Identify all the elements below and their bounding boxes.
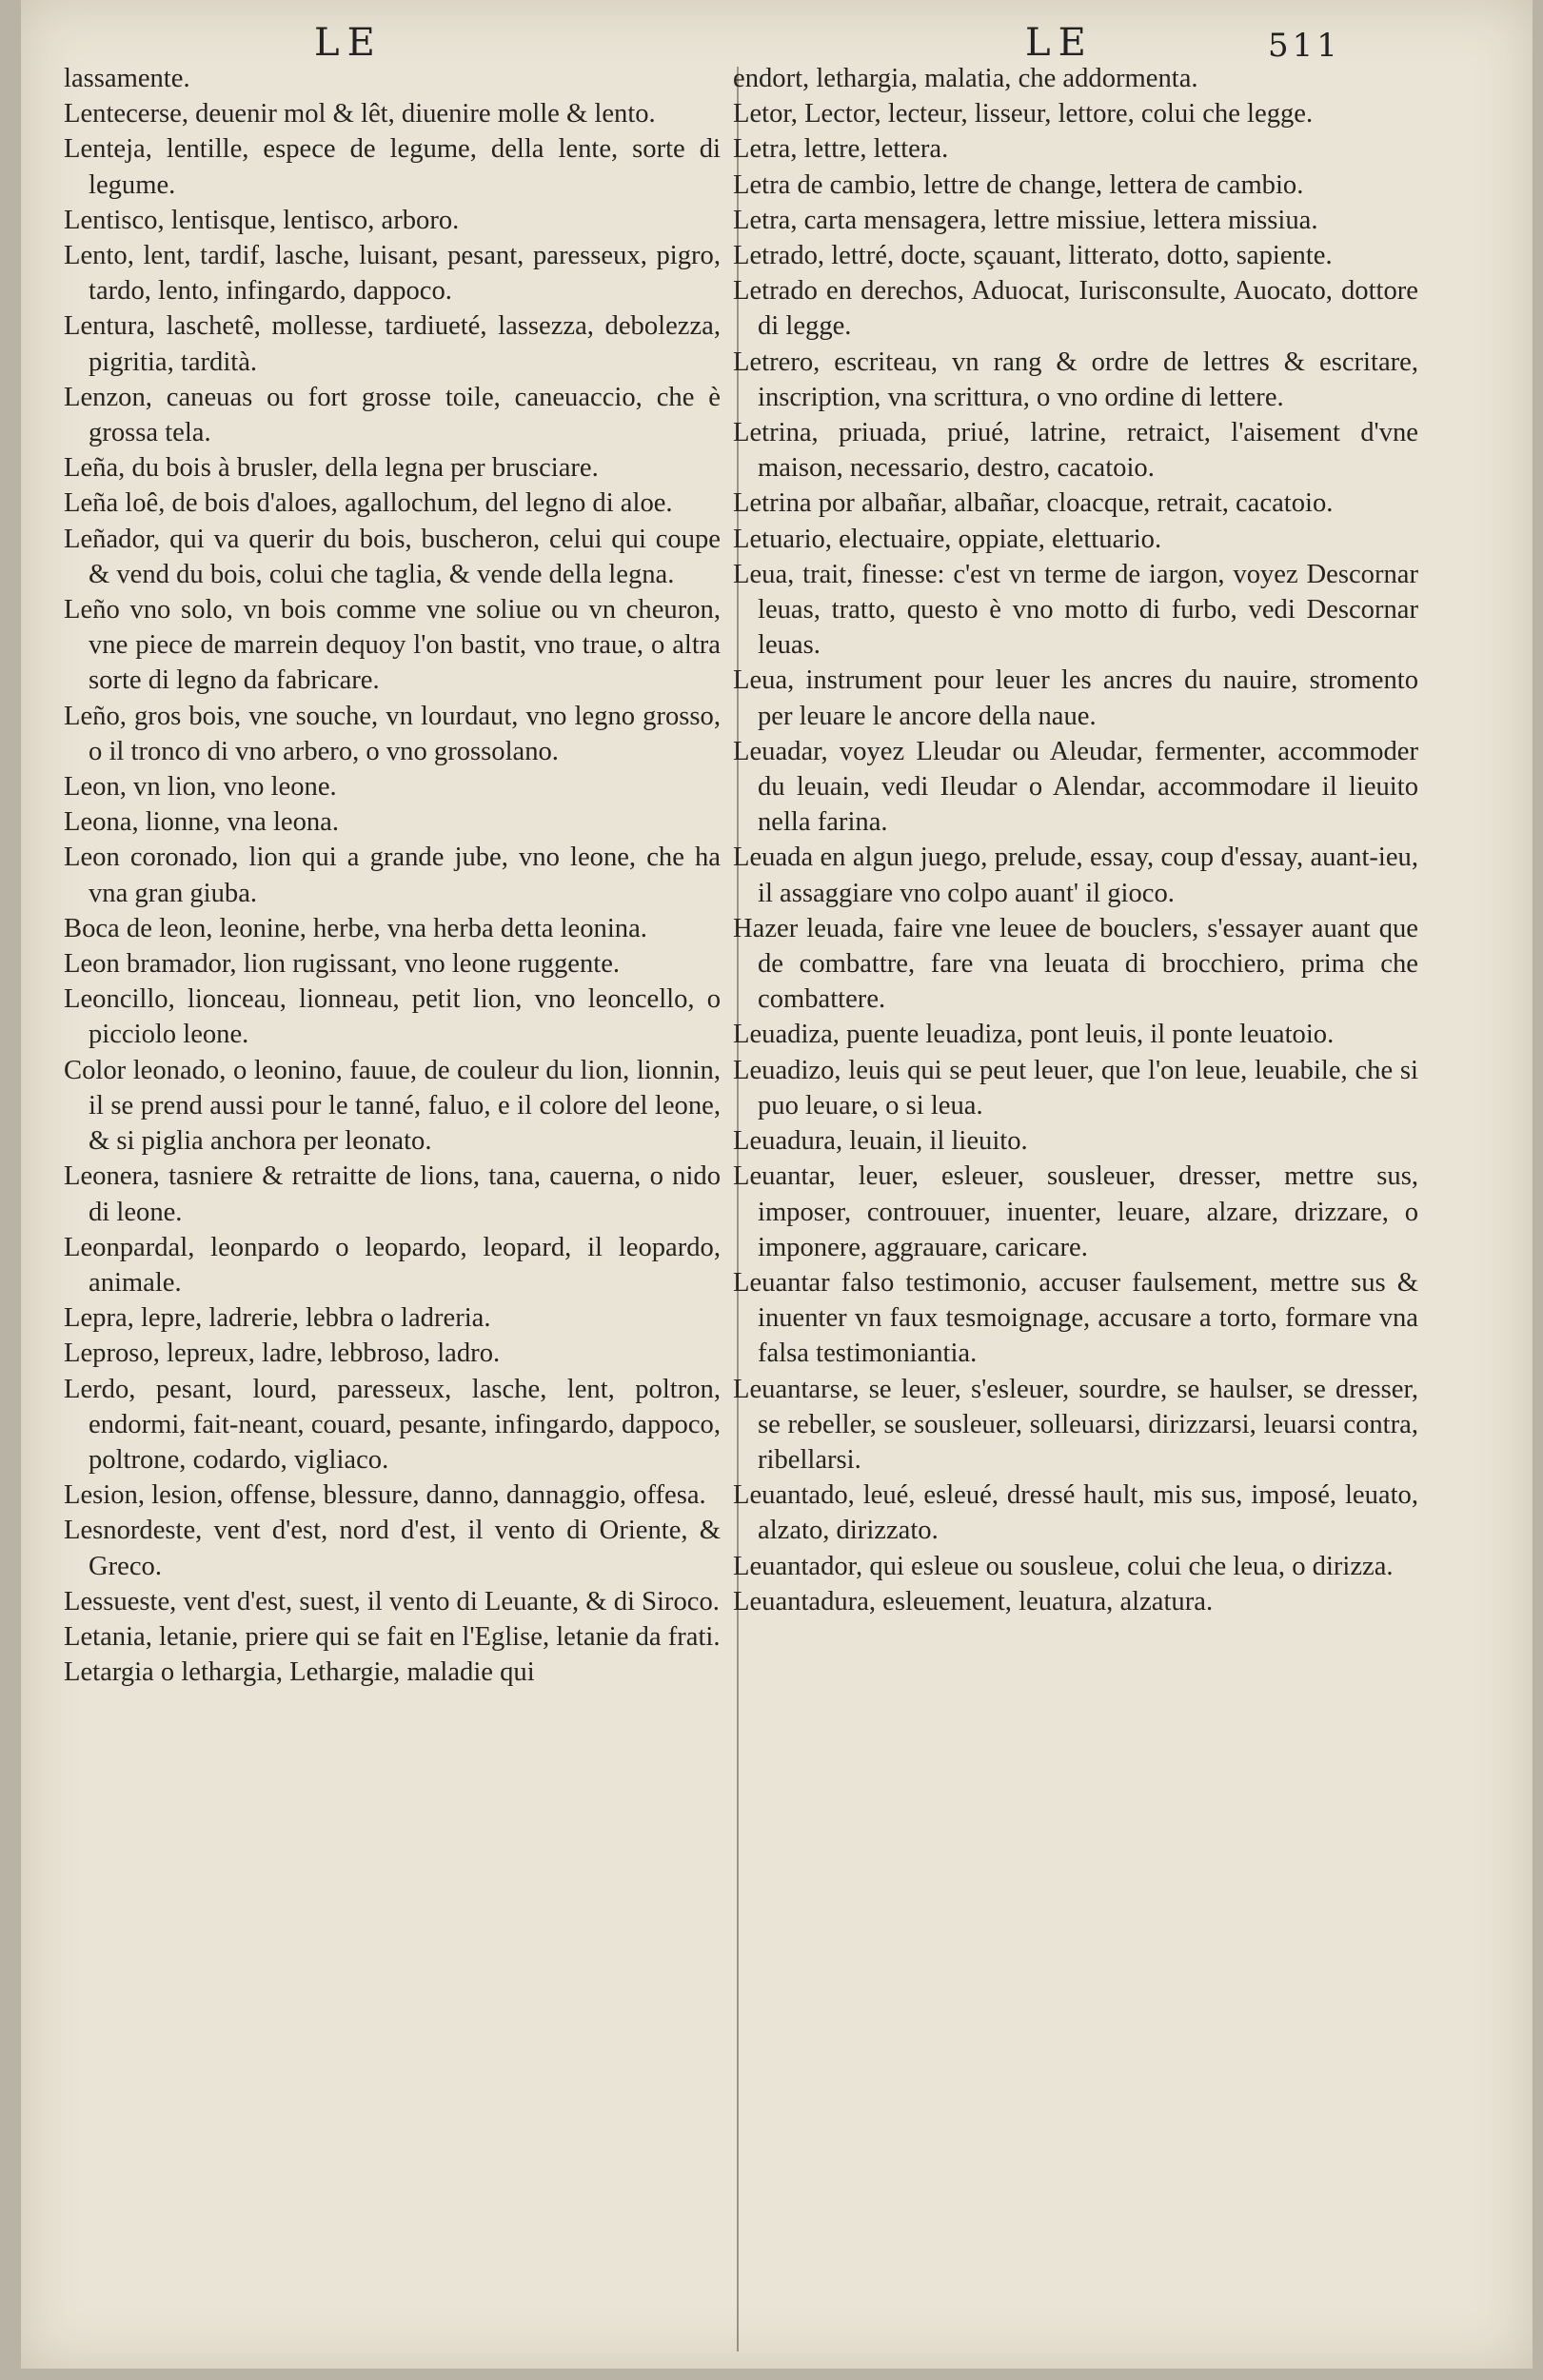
dictionary-entry: Leuantado, leué, esleué, dressé hault, mis sus, imposé, leuato, alzato, dirizzato.: [733, 1480, 1418, 1546]
running-head-left: LE: [314, 21, 383, 65]
dictionary-entry: Lentecerse, deuenir mol & lêt, diuenire molle & lento.: [64, 99, 656, 129]
dictionary-entry: Leoncillo, lionceau, lionneau, petit lion, vno leoncello, o picciolo leone.: [64, 984, 721, 1050]
running-head-right: LE: [1025, 21, 1094, 65]
page-number: 511: [1268, 27, 1341, 65]
dictionary-entry: Leño, gros bois, vne souche, vn lourdaut, vno legno grosso, o il tronco di vno arbero, o vno grossolano.: [64, 701, 721, 766]
dictionary-entry: Leuantar, leuer, esleuer, sousleuer, dresser, mettre sus, imposer, controuuer, inuenter, leuare, alzare, drizzare, o imponere, aggrauare, caricare.: [733, 1161, 1418, 1262]
dictionary-entry: Letuario, electuaire, oppiate, elettuario.: [733, 524, 1162, 554]
dictionary-entry: Leon, vn lion, vno leone.: [64, 772, 337, 803]
dictionary-entry: Color leonado, o leonino, fauue, de couleur du lion, lionnin, il se prend aussi pour le tanné, faluo, e il colore del leone, & si piglia anchora per leonato.: [64, 1055, 721, 1157]
dictionary-entry: Hazer leuada, faire vne leuee de bouclers, s'essayer auant que de combattre, fare vna leuata di brocchiero, prima che combattere.: [733, 913, 1418, 1015]
dictionary-entry: Lesion, lesion, offense, blessure, danno, dannaggio, offesa.: [64, 1480, 706, 1511]
dictionary-entry: endort, lethargia, malatia, che addormenta.: [733, 64, 1198, 93]
dictionary-entry: Letor, Lector, lecteur, lisseur, lettore, colui che legge.: [733, 99, 1314, 129]
dictionary-entry: Leuantador, qui esleue ou sousleue, colui che leua, o dirizza.: [733, 1551, 1394, 1581]
dictionary-entry: Leñador, qui va querir du bois, buscheron, celui qui coupe & vend du bois, colui che taglia, & vende della legna.: [64, 524, 721, 589]
dictionary-entry: lassamente.: [64, 64, 190, 93]
dictionary-entry: Letrado, lettré, docte, sçauant, litterato, dotto, sapiente.: [733, 241, 1333, 271]
dictionary-entry: Leuantadura, esleuement, leuatura, alzatura.: [733, 1586, 1214, 1616]
dictionary-entry: Leña loê, de bois d'aloes, agallochum, del legno di aloe.: [64, 488, 673, 519]
dictionary-entry: Lerdo, pesant, lourd, paresseux, lasche, lent, poltron, endormi, fait-neant, couard, pesante, infingardo, dappoco, poltrone, codardo, vigliaco.: [64, 1374, 721, 1475]
dictionary-entry: Boca de leon, leonine, herbe, vna herba detta leonina.: [64, 913, 647, 943]
dictionary-entry: Lesnordeste, vent d'est, nord d'est, il vento di Oriente, & Greco.: [64, 1516, 721, 1581]
dictionary-entry: Leua, instrument pour leuer les ancres du nauire, stromento per leuare le ancore della naue.: [733, 665, 1418, 731]
dictionary-entry: Leuantarse, se leuer, s'esleuer, sourdre, se haulser, se dresser, se rebeller, se sousleuer, solleuarsi, dirizzarsi, leuarsi contra, ribellarsi.: [733, 1374, 1418, 1475]
dictionary-entry: Lentura, laschetê, mollesse, tardiueté, lassezza, debolezza, pigritia, tardità.: [64, 311, 721, 377]
dictionary-entry: Letargia o lethargia, Lethargie, maladie qui: [64, 1657, 535, 1688]
dictionary-entry: Leonera, tasniere & retraitte de lions, tana, cauerna, o nido di leone.: [64, 1161, 721, 1227]
dictionary-entry: Letrero, escriteau, vn rang & ordre de lettres & escritare, inscription, vna scrittura, o vno ordine di lettere.: [733, 347, 1418, 412]
left-column: [64, 61, 721, 1690]
dictionary-entry: Leua, trait, finesse: c'est vn terme de iargon, voyez Descornar leuas, tratto, questo è vno motto di furbo, vedi Descornar leuas.: [733, 559, 1418, 661]
dictionary-entry: Lento, lent, tardif, lasche, luisant, pesant, paresseux, pigro, tardo, lento, infingardo, dappoco.: [64, 241, 721, 307]
dictionary-entry: Leño vno solo, vn bois comme vne soliue ou vn cheuron, vne piece de marrein dequoy l'on bastit, vno traue, o altra sorte di legno da fabricare.: [64, 595, 721, 696]
dictionary-entry: Leproso, lepreux, ladre, lebbroso, ladro.: [64, 1339, 501, 1369]
dictionary-entry: Letrina por albañar, albañar, cloacque, retrait, cacatoio.: [733, 488, 1334, 519]
dictionary-entry: Letrina, priuada, priué, latrine, retraict, l'aisement d'vne maison, necessario, destro, cacatoio.: [733, 418, 1418, 484]
dictionary-entry: Lenteja, lentille, espece de legume, della lente, sorte di legume.: [64, 134, 721, 200]
dictionary-entry: Leon bramador, lion rugissant, vno leone ruggente.: [64, 949, 621, 980]
dictionary-entry: Leña, du bois à brusler, della legna per brusciare.: [64, 453, 599, 484]
dictionary-entry: Leuada en algun juego, prelude, essay, coup d'essay, auant-ieu, il assaggiare vno colpo auant' il gioco.: [733, 843, 1418, 908]
dictionary-entry: Leon coronado, lion qui a grande jube, vno leone, che ha vna gran giuba.: [64, 843, 721, 908]
dictionary-entry: Leuadura, leuain, il lieuito.: [733, 1126, 1028, 1157]
dictionary-entry: Lentisco, lentisque, lentisco, arboro.: [64, 205, 460, 235]
dictionary-entry: Letra de cambio, lettre de change, lettera de cambio.: [733, 169, 1304, 200]
dictionary-entry: Leonpardal, leonpardo o leopardo, leopard, il leopardo, animale.: [64, 1232, 721, 1298]
dictionary-entry: Leuantar falso testimonio, accuser faulsement, mettre sus & inuenter vn faux tesmoignage, accusare a torto, formare vna falsa testimoniantia.: [733, 1267, 1418, 1369]
dictionary-entry: Lepra, lepre, ladrerie, lebbra o ladreria.: [64, 1303, 491, 1334]
dictionary-entry: Letania, letanie, priere qui se fait en l'Eglise, letanie da frati.: [64, 1621, 721, 1652]
dictionary-entry: Letra, carta mensagera, lettre missiue, lettera missiua.: [733, 205, 1318, 235]
dictionary-entry: Letrado en derechos, Aduocat, Iurisconsulte, Auocato, dottore di legge.: [733, 276, 1418, 342]
dictionary-entry: Leuadar, voyez Lleudar ou Aleudar, fermenter, accommoder du leuain, vedi Ileudar o Alendar, accommodare il lieuito nella farina.: [733, 736, 1418, 838]
dictionary-entry: Lessueste, vent d'est, suest, il vento di Leuante, & di Siroco.: [64, 1586, 720, 1616]
dictionary-entry: Lenzon, caneuas ou fort grosse toile, caneuaccio, che è grossa tela.: [64, 382, 721, 448]
dictionary-page: [21, 0, 1533, 2369]
dictionary-entry: Letra, lettre, lettera.: [733, 134, 949, 165]
dictionary-entry: Leona, lionne, vna leona.: [64, 807, 340, 838]
dictionary-entry: Leuadiza, puente leuadiza, pont leuis, il ponte leuatoio.: [733, 1020, 1335, 1050]
right-column: [733, 61, 1418, 1619]
dictionary-entry: Leuadizo, leuis qui se peut leuer, que l'on leue, leuabile, che si puo leuare, o si leua.: [733, 1055, 1418, 1121]
